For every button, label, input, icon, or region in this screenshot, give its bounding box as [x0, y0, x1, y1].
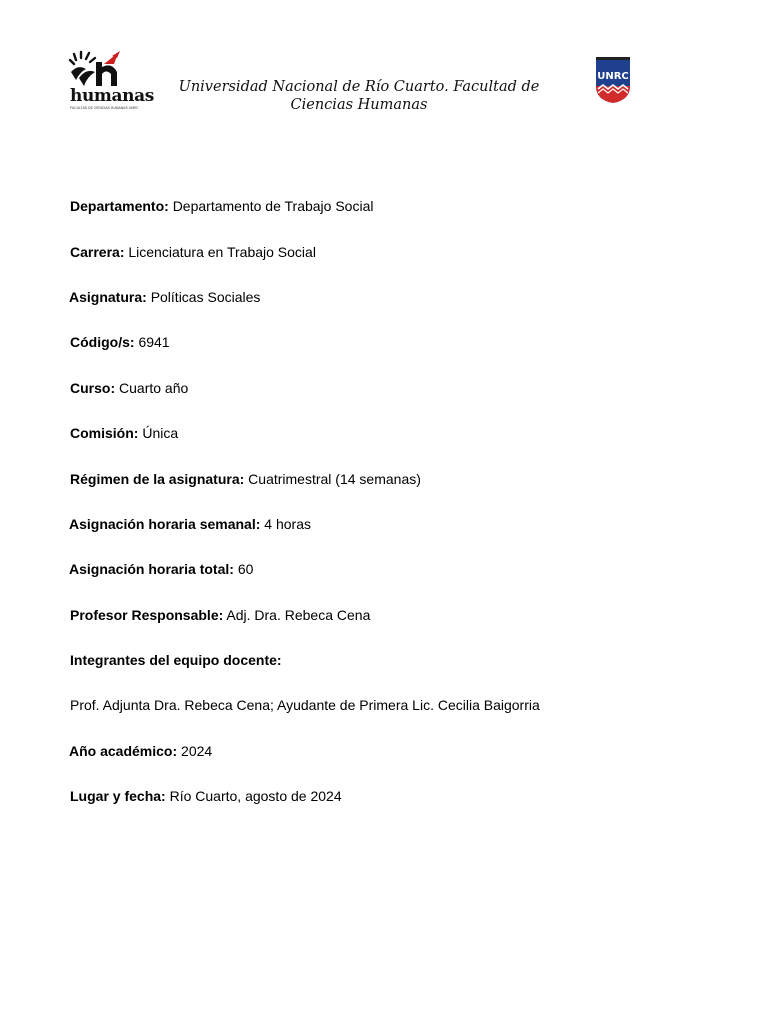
- comision-label: Comisión:: [70, 425, 139, 441]
- anio-academico-value: 2024: [181, 743, 213, 759]
- profesor-label: Profesor Responsable:: [70, 607, 224, 623]
- codigo-row: [70, 333, 170, 351]
- equipo-docente-value-row: [70, 696, 540, 714]
- departamento-label: Departamento:: [70, 198, 169, 214]
- horaria-semanal-row: [69, 515, 311, 533]
- carrera-row: [70, 243, 316, 261]
- horaria-total-value: 60: [237, 561, 254, 577]
- departamento-value: Departamento de Trabajo Social: [172, 198, 374, 214]
- asignatura-row: [69, 288, 260, 306]
- header-title-line-1: Universidad Nacional de Río Cuarto. Facultad de: [178, 79, 540, 95]
- anio-academico-label: Año académico:: [69, 743, 178, 759]
- asignatura-label: Asignatura:: [69, 289, 147, 305]
- comision-row: [70, 424, 178, 442]
- codigo-value: 6941: [138, 334, 170, 350]
- profesor-value: Adj. Dra. Rebeca Cena: [226, 607, 371, 623]
- regimen-label: Régimen de la asignatura:: [70, 471, 245, 487]
- regimen-row: [70, 470, 421, 488]
- unrc-shield-icon: [594, 56, 632, 104]
- humanas-logo: [68, 50, 154, 114]
- codigo-label: Código/s:: [70, 334, 135, 350]
- lugar-fecha-value: Río Cuarto, agosto de 2024: [169, 788, 342, 804]
- equipo-docente-row: [70, 651, 282, 669]
- curso-value: Cuarto año: [119, 380, 189, 396]
- unrc-logo-text: UNRC: [597, 71, 629, 82]
- horaria-total-label: Asignación horaria total:: [69, 561, 234, 577]
- header-title: [170, 78, 548, 114]
- anio-academico-row: [69, 742, 212, 760]
- horaria-semanal-label: Asignación horaria semanal:: [69, 516, 261, 532]
- asignatura-value: Políticas Sociales: [150, 289, 261, 305]
- horaria-total-row: [69, 560, 253, 578]
- humanas-logo-word: humanas: [70, 86, 154, 106]
- carrera-label: Carrera:: [70, 244, 125, 260]
- lugar-fecha-label: Lugar y fecha:: [70, 788, 166, 804]
- regimen-value: Cuatrimestral (14 semanas): [248, 471, 421, 487]
- curso-row: [70, 379, 188, 397]
- carrera-value: Licenciatura en Trabajo Social: [128, 244, 316, 260]
- horaria-semanal-value: 4 horas: [264, 516, 311, 532]
- equipo-docente-value: Prof. Adjunta Dra. Rebeca Cena; Ayudante de Primera Lic. Cecilia Baigorria: [70, 697, 540, 713]
- departamento-row: [70, 197, 373, 215]
- equipo-docente-label: Integrantes del equipo docente:: [70, 652, 282, 668]
- humanas-logo-tagline: FACULTAD DE CIENCIAS HUMANAS UNRC: [70, 106, 139, 110]
- humanas-emblem-icon: [68, 50, 144, 90]
- lugar-fecha-row: [70, 787, 342, 805]
- curso-label: Curso:: [70, 380, 116, 396]
- unrc-logo: [594, 56, 632, 110]
- profesor-row: [70, 606, 370, 624]
- header-title-line-2: Ciencias Humanas: [290, 97, 428, 113]
- comision-value: Única: [142, 425, 179, 441]
